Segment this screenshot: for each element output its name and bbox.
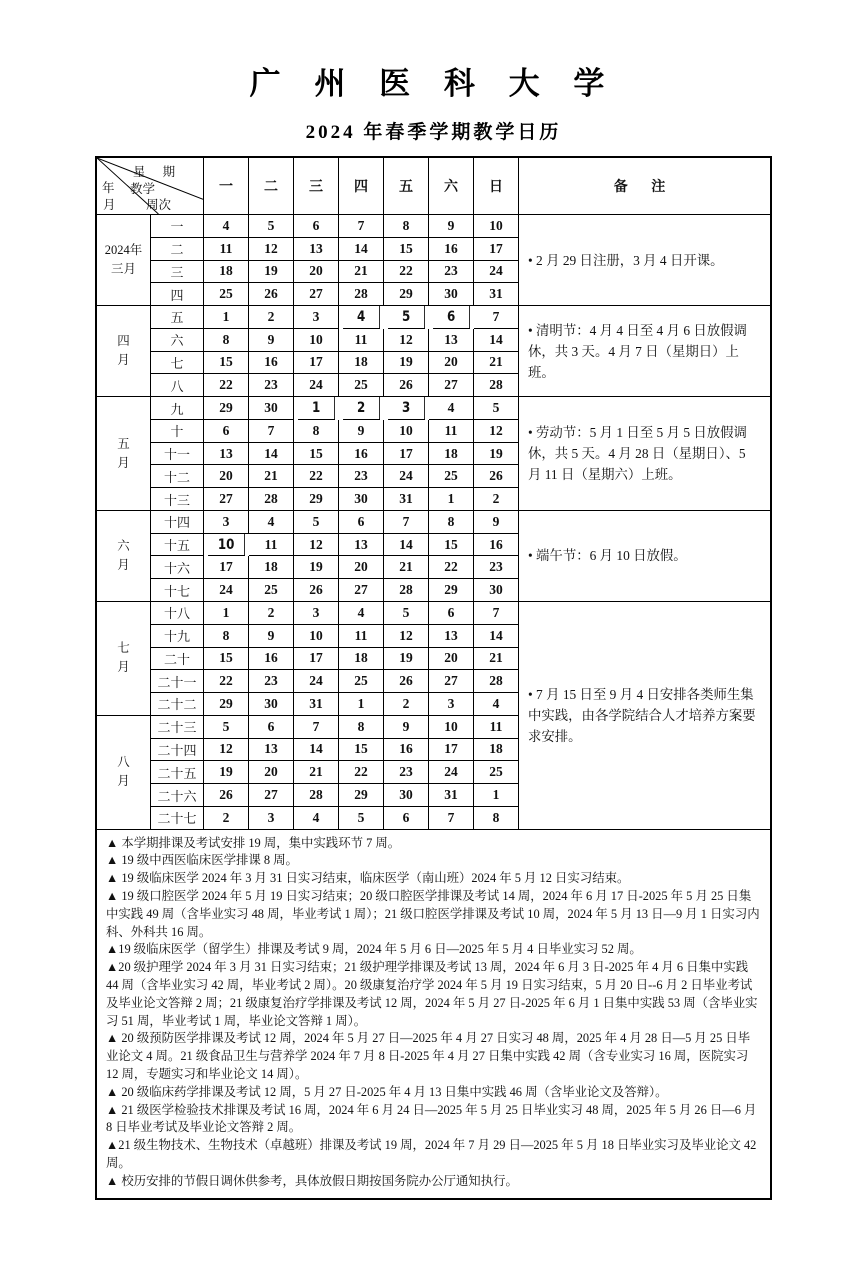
teaching-week-label: 二十 bbox=[151, 648, 204, 671]
corner-diagonal-cell bbox=[97, 158, 204, 215]
date-cell: 1 bbox=[204, 602, 249, 625]
date-cell: 9 bbox=[474, 511, 519, 534]
note-item: ▲ 本学期排课及考试安排 19 周，集中实践环节 7 周。 bbox=[106, 835, 401, 850]
date-cell: 4 bbox=[429, 397, 474, 420]
date-cell: 4 bbox=[294, 807, 339, 830]
date-cell: 28 bbox=[339, 283, 384, 306]
date-cell: 21 bbox=[339, 261, 384, 284]
date-cell: 22 bbox=[204, 670, 249, 693]
date-cell: 30 bbox=[429, 283, 474, 306]
date-cell: 23 bbox=[429, 261, 474, 284]
date-cell: 19 bbox=[384, 352, 429, 375]
date-cell: 31 bbox=[384, 488, 429, 511]
teaching-week-label: 二 bbox=[151, 238, 204, 261]
date-cell: 30 bbox=[384, 784, 429, 807]
date-cell: 17 bbox=[474, 238, 519, 261]
date-cell: 31 bbox=[429, 784, 474, 807]
corner-label-month: 月 bbox=[103, 198, 116, 212]
date-cell: 24 bbox=[384, 465, 429, 488]
corner-label-week: 星 期 bbox=[133, 165, 183, 179]
note-item: ▲ 19 级中西医临床医学排课 8 周。 bbox=[106, 853, 298, 868]
date-cell: 29 bbox=[204, 693, 249, 716]
month-label bbox=[97, 215, 151, 306]
date-cell: 18 bbox=[204, 261, 249, 284]
date-cell: 9 bbox=[339, 420, 384, 443]
teaching-week-label: 十八 bbox=[151, 602, 204, 625]
teaching-week-label: 十 bbox=[151, 420, 204, 443]
date-cell: 26 bbox=[474, 465, 519, 488]
date-cell: 28 bbox=[249, 488, 294, 511]
teaching-week-label: 一 bbox=[151, 215, 204, 238]
corner-label-teaching: 教学 bbox=[130, 182, 156, 196]
date-cell: 21 bbox=[474, 648, 519, 671]
date-cell: 7 bbox=[384, 511, 429, 534]
remark-cell bbox=[519, 511, 770, 602]
month-label-line: 八 bbox=[117, 755, 130, 770]
remarks-header: 备 注 bbox=[519, 158, 770, 215]
date-cell: 11 bbox=[339, 329, 384, 352]
remark-text: • 7 月 15 日至 9 月 4 日安排各类师生集中实践，由各学院结合人才培养方案要求安排。 bbox=[528, 686, 756, 744]
date-cell: 18 bbox=[474, 739, 519, 762]
date-cell: 17 bbox=[204, 556, 249, 579]
date-cell: 4 bbox=[474, 693, 519, 716]
month-label-line: 2024年 bbox=[104, 243, 143, 258]
date-cell: 10 bbox=[429, 716, 474, 739]
remark-text: • 清明节：4 月 4 日至 4 月 6 日放假调休，共 3 天。4 月 7 日（星期日）上班。 bbox=[528, 322, 747, 380]
date-cell: 29 bbox=[384, 283, 429, 306]
date-cell: 11 bbox=[339, 625, 384, 648]
note-item: ▲19 级临床医学（留学生）排课及考试 9 周，2024 年 5 月 6 日—2025 年 5 月 4 日毕业实习 52 周。 bbox=[106, 942, 642, 957]
date-cell: 13 bbox=[429, 329, 474, 352]
holiday-date-cell: 4 bbox=[343, 306, 380, 329]
month-label-line: 五 bbox=[117, 436, 130, 451]
date-cell: 12 bbox=[249, 238, 294, 261]
day-header-sun: 日 bbox=[474, 158, 519, 215]
date-cell: 12 bbox=[294, 534, 339, 557]
remark-cell bbox=[519, 397, 770, 511]
teaching-week-label: 十五 bbox=[151, 534, 204, 557]
teaching-week-label: 二十四 bbox=[151, 739, 204, 762]
month-label-line: 七 bbox=[117, 641, 130, 656]
footnotes-section bbox=[97, 830, 770, 1198]
date-cell: 16 bbox=[249, 648, 294, 671]
date-cell: 7 bbox=[294, 716, 339, 739]
date-cell: 5 bbox=[339, 807, 384, 830]
date-cell: 19 bbox=[474, 443, 519, 466]
date-cell: 2 bbox=[204, 807, 249, 830]
calendar-table bbox=[95, 156, 772, 1200]
date-cell: 2 bbox=[249, 306, 294, 329]
date-cell: 8 bbox=[384, 215, 429, 238]
holiday-date-cell: 1 bbox=[298, 397, 335, 420]
date-cell: 20 bbox=[429, 352, 474, 375]
date-cell: 31 bbox=[294, 693, 339, 716]
date-cell: 6 bbox=[429, 602, 474, 625]
date-cell: 20 bbox=[429, 648, 474, 671]
holiday-date-cell: 6 bbox=[433, 306, 470, 329]
teaching-week-label: 五 bbox=[151, 306, 204, 329]
date-cell: 4 bbox=[339, 602, 384, 625]
date-cell: 23 bbox=[249, 670, 294, 693]
remark-text: • 2 月 29 日注册，3 月 4 日开课。 bbox=[528, 252, 724, 268]
date-cell: 18 bbox=[249, 556, 294, 579]
date-cell: 25 bbox=[474, 761, 519, 784]
date-cell: 5 bbox=[384, 602, 429, 625]
date-cell: 7 bbox=[474, 602, 519, 625]
date-cell: 14 bbox=[339, 238, 384, 261]
teaching-week-label: 九 bbox=[151, 397, 204, 420]
date-cell: 17 bbox=[384, 443, 429, 466]
day-header-mon: 一 bbox=[204, 158, 249, 215]
day-header-thu: 四 bbox=[339, 158, 384, 215]
date-cell: 27 bbox=[204, 488, 249, 511]
date-cell: 3 bbox=[429, 693, 474, 716]
date-cell: 24 bbox=[429, 761, 474, 784]
month-label-line: 四 bbox=[117, 334, 130, 349]
date-cell: 8 bbox=[429, 511, 474, 534]
date-cell: 10 bbox=[384, 420, 429, 443]
date-cell: 21 bbox=[294, 761, 339, 784]
date-cell: 22 bbox=[429, 556, 474, 579]
date-cell: 22 bbox=[294, 465, 339, 488]
date-cell: 21 bbox=[384, 556, 429, 579]
date-cell: 10 bbox=[474, 215, 519, 238]
teaching-week-label: 二十五 bbox=[151, 761, 204, 784]
date-cell: 27 bbox=[249, 784, 294, 807]
date-cell: 2 bbox=[249, 602, 294, 625]
month-label bbox=[97, 716, 151, 830]
date-cell: 12 bbox=[204, 739, 249, 762]
date-cell: 6 bbox=[384, 807, 429, 830]
date-cell: 25 bbox=[339, 374, 384, 397]
date-cell: 2 bbox=[474, 488, 519, 511]
note-item: ▲ 20 级临床药学排课及考试 12 周，5 月 27 日-2025 年 4 月 13 日集中实践 46 周（含毕业论文及答辩）。 bbox=[106, 1084, 668, 1099]
calendar-title: 2024 年春季学期教学日历 bbox=[305, 122, 562, 143]
remark-text: • 劳动节：5 月 1 日至 5 月 5 日放假调休，共 5 天。4 月 28 日（星期日）、5 月 11 日（星期六）上班。 bbox=[528, 425, 747, 483]
date-cell: 29 bbox=[294, 488, 339, 511]
note-item: ▲ 19 级临床医学 2024 年 3 月 31 日实习结束，临床医学（南山班）2024 年 5 月 12 日实习结束。 bbox=[106, 871, 630, 886]
date-cell: 23 bbox=[339, 465, 384, 488]
date-cell: 8 bbox=[474, 807, 519, 830]
date-cell: 12 bbox=[474, 420, 519, 443]
date-cell: 8 bbox=[204, 625, 249, 648]
month-label-line: 月 bbox=[117, 353, 130, 368]
date-cell: 20 bbox=[249, 761, 294, 784]
date-cell: 25 bbox=[249, 579, 294, 602]
date-cell: 23 bbox=[384, 761, 429, 784]
date-cell: 9 bbox=[384, 716, 429, 739]
date-cell: 15 bbox=[384, 238, 429, 261]
date-cell: 26 bbox=[384, 670, 429, 693]
month-label-line: 六 bbox=[117, 538, 130, 553]
university-title: 广 州 医 科 大 学 bbox=[249, 66, 618, 101]
date-cell: 30 bbox=[339, 488, 384, 511]
date-cell: 27 bbox=[339, 579, 384, 602]
teaching-week-label: 十一 bbox=[151, 443, 204, 466]
date-cell: 24 bbox=[474, 261, 519, 284]
date-cell: 5 bbox=[249, 215, 294, 238]
date-cell: 18 bbox=[339, 648, 384, 671]
remark-text: • 端午节：6 月 10 日放假。 bbox=[528, 548, 687, 564]
date-cell: 15 bbox=[339, 739, 384, 762]
corner-label-year: 年 bbox=[102, 181, 115, 195]
teaching-week-label: 三 bbox=[151, 261, 204, 284]
date-cell: 11 bbox=[204, 238, 249, 261]
date-cell: 26 bbox=[384, 374, 429, 397]
date-cell: 2 bbox=[384, 693, 429, 716]
date-cell: 3 bbox=[294, 602, 339, 625]
date-cell: 26 bbox=[249, 283, 294, 306]
date-cell: 16 bbox=[474, 534, 519, 557]
date-cell: 1 bbox=[339, 693, 384, 716]
date-cell: 30 bbox=[249, 397, 294, 420]
date-cell: 28 bbox=[294, 784, 339, 807]
date-cell: 23 bbox=[249, 374, 294, 397]
holiday-date-cell: 10 bbox=[208, 534, 245, 557]
date-cell: 11 bbox=[249, 534, 294, 557]
date-cell: 9 bbox=[249, 329, 294, 352]
date-cell: 17 bbox=[429, 739, 474, 762]
date-cell: 30 bbox=[474, 579, 519, 602]
date-cell: 17 bbox=[294, 648, 339, 671]
note-item: ▲21 级生物技术、生物技术（卓越班）排课及考试 19 周，2024 年 7 月 29 日—2025 年 5 月 18 日毕业实习及毕业论文 42 周。 bbox=[106, 1138, 757, 1171]
date-cell: 7 bbox=[339, 215, 384, 238]
date-cell: 29 bbox=[204, 397, 249, 420]
date-cell: 12 bbox=[384, 625, 429, 648]
date-cell: 5 bbox=[204, 716, 249, 739]
month-label bbox=[97, 397, 151, 511]
date-cell: 5 bbox=[474, 397, 519, 420]
teaching-week-label: 十二 bbox=[151, 465, 204, 488]
note-item: ▲ 校历安排的节假日调休供参考，具体放假日期按国务院办公厅通知执行。 bbox=[106, 1173, 518, 1188]
date-cell: 4 bbox=[204, 215, 249, 238]
date-cell: 27 bbox=[294, 283, 339, 306]
date-cell: 15 bbox=[204, 352, 249, 375]
date-cell: 21 bbox=[474, 352, 519, 375]
date-cell: 6 bbox=[294, 215, 339, 238]
remark-cell bbox=[519, 602, 770, 830]
month-label-line: 月 bbox=[117, 660, 130, 675]
date-cell: 13 bbox=[429, 625, 474, 648]
teaching-week-label: 四 bbox=[151, 283, 204, 306]
date-cell: 16 bbox=[339, 443, 384, 466]
remark-cell bbox=[519, 306, 770, 397]
date-cell: 16 bbox=[384, 739, 429, 762]
calendar-body bbox=[97, 215, 770, 830]
teaching-week-label: 十六 bbox=[151, 556, 204, 579]
date-cell: 28 bbox=[474, 374, 519, 397]
date-cell: 26 bbox=[204, 784, 249, 807]
date-cell: 22 bbox=[384, 261, 429, 284]
date-cell: 29 bbox=[339, 784, 384, 807]
date-cell: 3 bbox=[204, 511, 249, 534]
teaching-week-label: 十九 bbox=[151, 625, 204, 648]
date-cell: 10 bbox=[294, 625, 339, 648]
holiday-date-cell: 2 bbox=[343, 397, 380, 420]
date-cell: 16 bbox=[429, 238, 474, 261]
date-cell: 20 bbox=[339, 556, 384, 579]
day-header-tue: 二 bbox=[249, 158, 294, 215]
date-cell: 18 bbox=[429, 443, 474, 466]
date-cell: 13 bbox=[249, 739, 294, 762]
table-header-row bbox=[97, 158, 770, 215]
month-label-line: 月 bbox=[117, 557, 130, 572]
date-cell: 8 bbox=[339, 716, 384, 739]
note-item: ▲20 级护理学 2024 年 3 月 31 日实习结束；21 级护理学排课及考试 13 周，2024 年 6 月 3 日-2025 年 4 月 6 日集中实践 44 周（含毕业实习 42 周，毕业考试 2 周）。20 级康复治疗学 2024 年 5 月 19 日实习结束，5 月 20 日--6 月 2 日毕业考试及毕业论文答辩 2 周；21 级康复治疗学排课及考试 12 周，2024 年 5 月 27 日-2025 年 6 月 1 日集中实践 53 周（含毕业实习 51 周，毕业考试 1 周，毕业论文答辩 1 周）。 bbox=[106, 960, 758, 1028]
date-cell: 19 bbox=[384, 648, 429, 671]
date-cell: 7 bbox=[429, 807, 474, 830]
date-cell: 24 bbox=[294, 374, 339, 397]
teaching-week-label: 二十一 bbox=[151, 670, 204, 693]
month-label bbox=[97, 602, 151, 716]
teaching-week-label: 二十三 bbox=[151, 716, 204, 739]
teaching-week-label: 十三 bbox=[151, 488, 204, 511]
note-item: ▲ 20 级预防医学排课及考试 12 周，2024 年 5 月 27 日—2025 年 4 月 27 日实习 48 周，2025 年 4 月 28 日—5 月 25 日毕业论文 4 周。21 级食品卫生与营养学 2024 年 7 月 8 日-2025 年 4 月 27 日集中实践 42 周（含专业实习 16 周，医院实习 12 周，专题实习和毕业论文 14 周）。 bbox=[106, 1031, 751, 1082]
date-cell: 14 bbox=[474, 329, 519, 352]
teaching-week-label: 六 bbox=[151, 329, 204, 352]
date-cell: 14 bbox=[384, 534, 429, 557]
date-cell: 29 bbox=[429, 579, 474, 602]
date-cell: 11 bbox=[429, 420, 474, 443]
month-label bbox=[97, 511, 151, 602]
date-cell: 22 bbox=[339, 761, 384, 784]
date-cell: 9 bbox=[249, 625, 294, 648]
date-cell: 6 bbox=[204, 420, 249, 443]
date-cell: 28 bbox=[384, 579, 429, 602]
teaching-week-label: 十四 bbox=[151, 511, 204, 534]
corner-label-week-number: 周次 bbox=[146, 198, 172, 212]
teaching-week-label: 十七 bbox=[151, 579, 204, 602]
date-cell: 18 bbox=[339, 352, 384, 375]
remark-cell bbox=[519, 215, 770, 306]
date-cell: 16 bbox=[249, 352, 294, 375]
date-cell: 1 bbox=[429, 488, 474, 511]
date-cell: 31 bbox=[474, 283, 519, 306]
day-header-wed: 三 bbox=[294, 158, 339, 215]
month-label-line: 三月 bbox=[110, 262, 136, 277]
date-cell: 20 bbox=[294, 261, 339, 284]
date-cell: 15 bbox=[204, 648, 249, 671]
date-cell: 14 bbox=[249, 443, 294, 466]
date-cell: 7 bbox=[249, 420, 294, 443]
date-cell: 25 bbox=[339, 670, 384, 693]
date-cell: 3 bbox=[249, 807, 294, 830]
holiday-date-cell: 5 bbox=[388, 306, 425, 329]
date-cell: 3 bbox=[294, 306, 339, 329]
date-cell: 27 bbox=[429, 374, 474, 397]
date-cell: 23 bbox=[474, 556, 519, 579]
day-header-sat: 六 bbox=[429, 158, 474, 215]
month-label-line: 月 bbox=[117, 455, 130, 470]
date-cell: 30 bbox=[249, 693, 294, 716]
date-cell: 9 bbox=[429, 215, 474, 238]
date-cell: 8 bbox=[204, 329, 249, 352]
date-cell: 25 bbox=[204, 283, 249, 306]
note-item: ▲ 19 级口腔医学 2024 年 5 月 19 日实习结束；20 级口腔医学排课及考试 14 周，2024 年 6 月 17 日-2025 年 5 月 25 日集中实践 49 周（含毕业实习 48 周，毕业考试 1 周）；21 级口腔医学排课及考试 10 周，2024 年 5 月 13 日—9 月 1 日实习内科、外科共 16 周。 bbox=[106, 889, 760, 939]
date-cell: 15 bbox=[294, 443, 339, 466]
date-cell: 13 bbox=[339, 534, 384, 557]
date-cell: 10 bbox=[294, 329, 339, 352]
date-cell: 19 bbox=[204, 761, 249, 784]
month-label-line: 月 bbox=[117, 774, 130, 789]
date-cell: 1 bbox=[204, 306, 249, 329]
date-cell: 14 bbox=[474, 625, 519, 648]
date-cell: 27 bbox=[429, 670, 474, 693]
holiday-date-cell: 3 bbox=[388, 397, 425, 420]
teaching-week-label: 八 bbox=[151, 374, 204, 397]
date-cell: 8 bbox=[294, 420, 339, 443]
date-cell: 1 bbox=[474, 784, 519, 807]
date-cell: 7 bbox=[474, 306, 519, 329]
month-label bbox=[97, 306, 151, 397]
date-cell: 19 bbox=[249, 261, 294, 284]
date-cell: 21 bbox=[249, 465, 294, 488]
date-cell: 4 bbox=[249, 511, 294, 534]
teaching-week-label: 二十七 bbox=[151, 807, 204, 830]
date-cell: 13 bbox=[294, 238, 339, 261]
date-cell: 26 bbox=[294, 579, 339, 602]
date-cell: 12 bbox=[384, 329, 429, 352]
date-cell: 17 bbox=[294, 352, 339, 375]
teaching-week-label: 二十六 bbox=[151, 784, 204, 807]
date-cell: 25 bbox=[429, 465, 474, 488]
teaching-week-label: 二十二 bbox=[151, 693, 204, 716]
date-cell: 5 bbox=[294, 511, 339, 534]
date-cell: 19 bbox=[294, 556, 339, 579]
date-cell: 24 bbox=[294, 670, 339, 693]
date-cell: 28 bbox=[474, 670, 519, 693]
date-cell: 15 bbox=[429, 534, 474, 557]
date-cell: 13 bbox=[204, 443, 249, 466]
date-cell: 6 bbox=[339, 511, 384, 534]
day-header-fri: 五 bbox=[384, 158, 429, 215]
date-cell: 14 bbox=[294, 739, 339, 762]
date-cell: 11 bbox=[474, 716, 519, 739]
date-cell: 6 bbox=[249, 716, 294, 739]
date-cell: 20 bbox=[204, 465, 249, 488]
note-item: ▲ 21 级医学检验技术排课及考试 16 周，2024 年 6 月 24 日—2025 年 5 月 25 日毕业实习 48 周，2025 年 5 月 26 日—6 月 8 日毕业考试及毕业论文答辩 2 周。 bbox=[106, 1102, 757, 1135]
teaching-week-label: 七 bbox=[151, 352, 204, 375]
date-cell: 22 bbox=[204, 374, 249, 397]
date-cell: 24 bbox=[204, 579, 249, 602]
calendar-document-page bbox=[0, 58, 867, 1286]
